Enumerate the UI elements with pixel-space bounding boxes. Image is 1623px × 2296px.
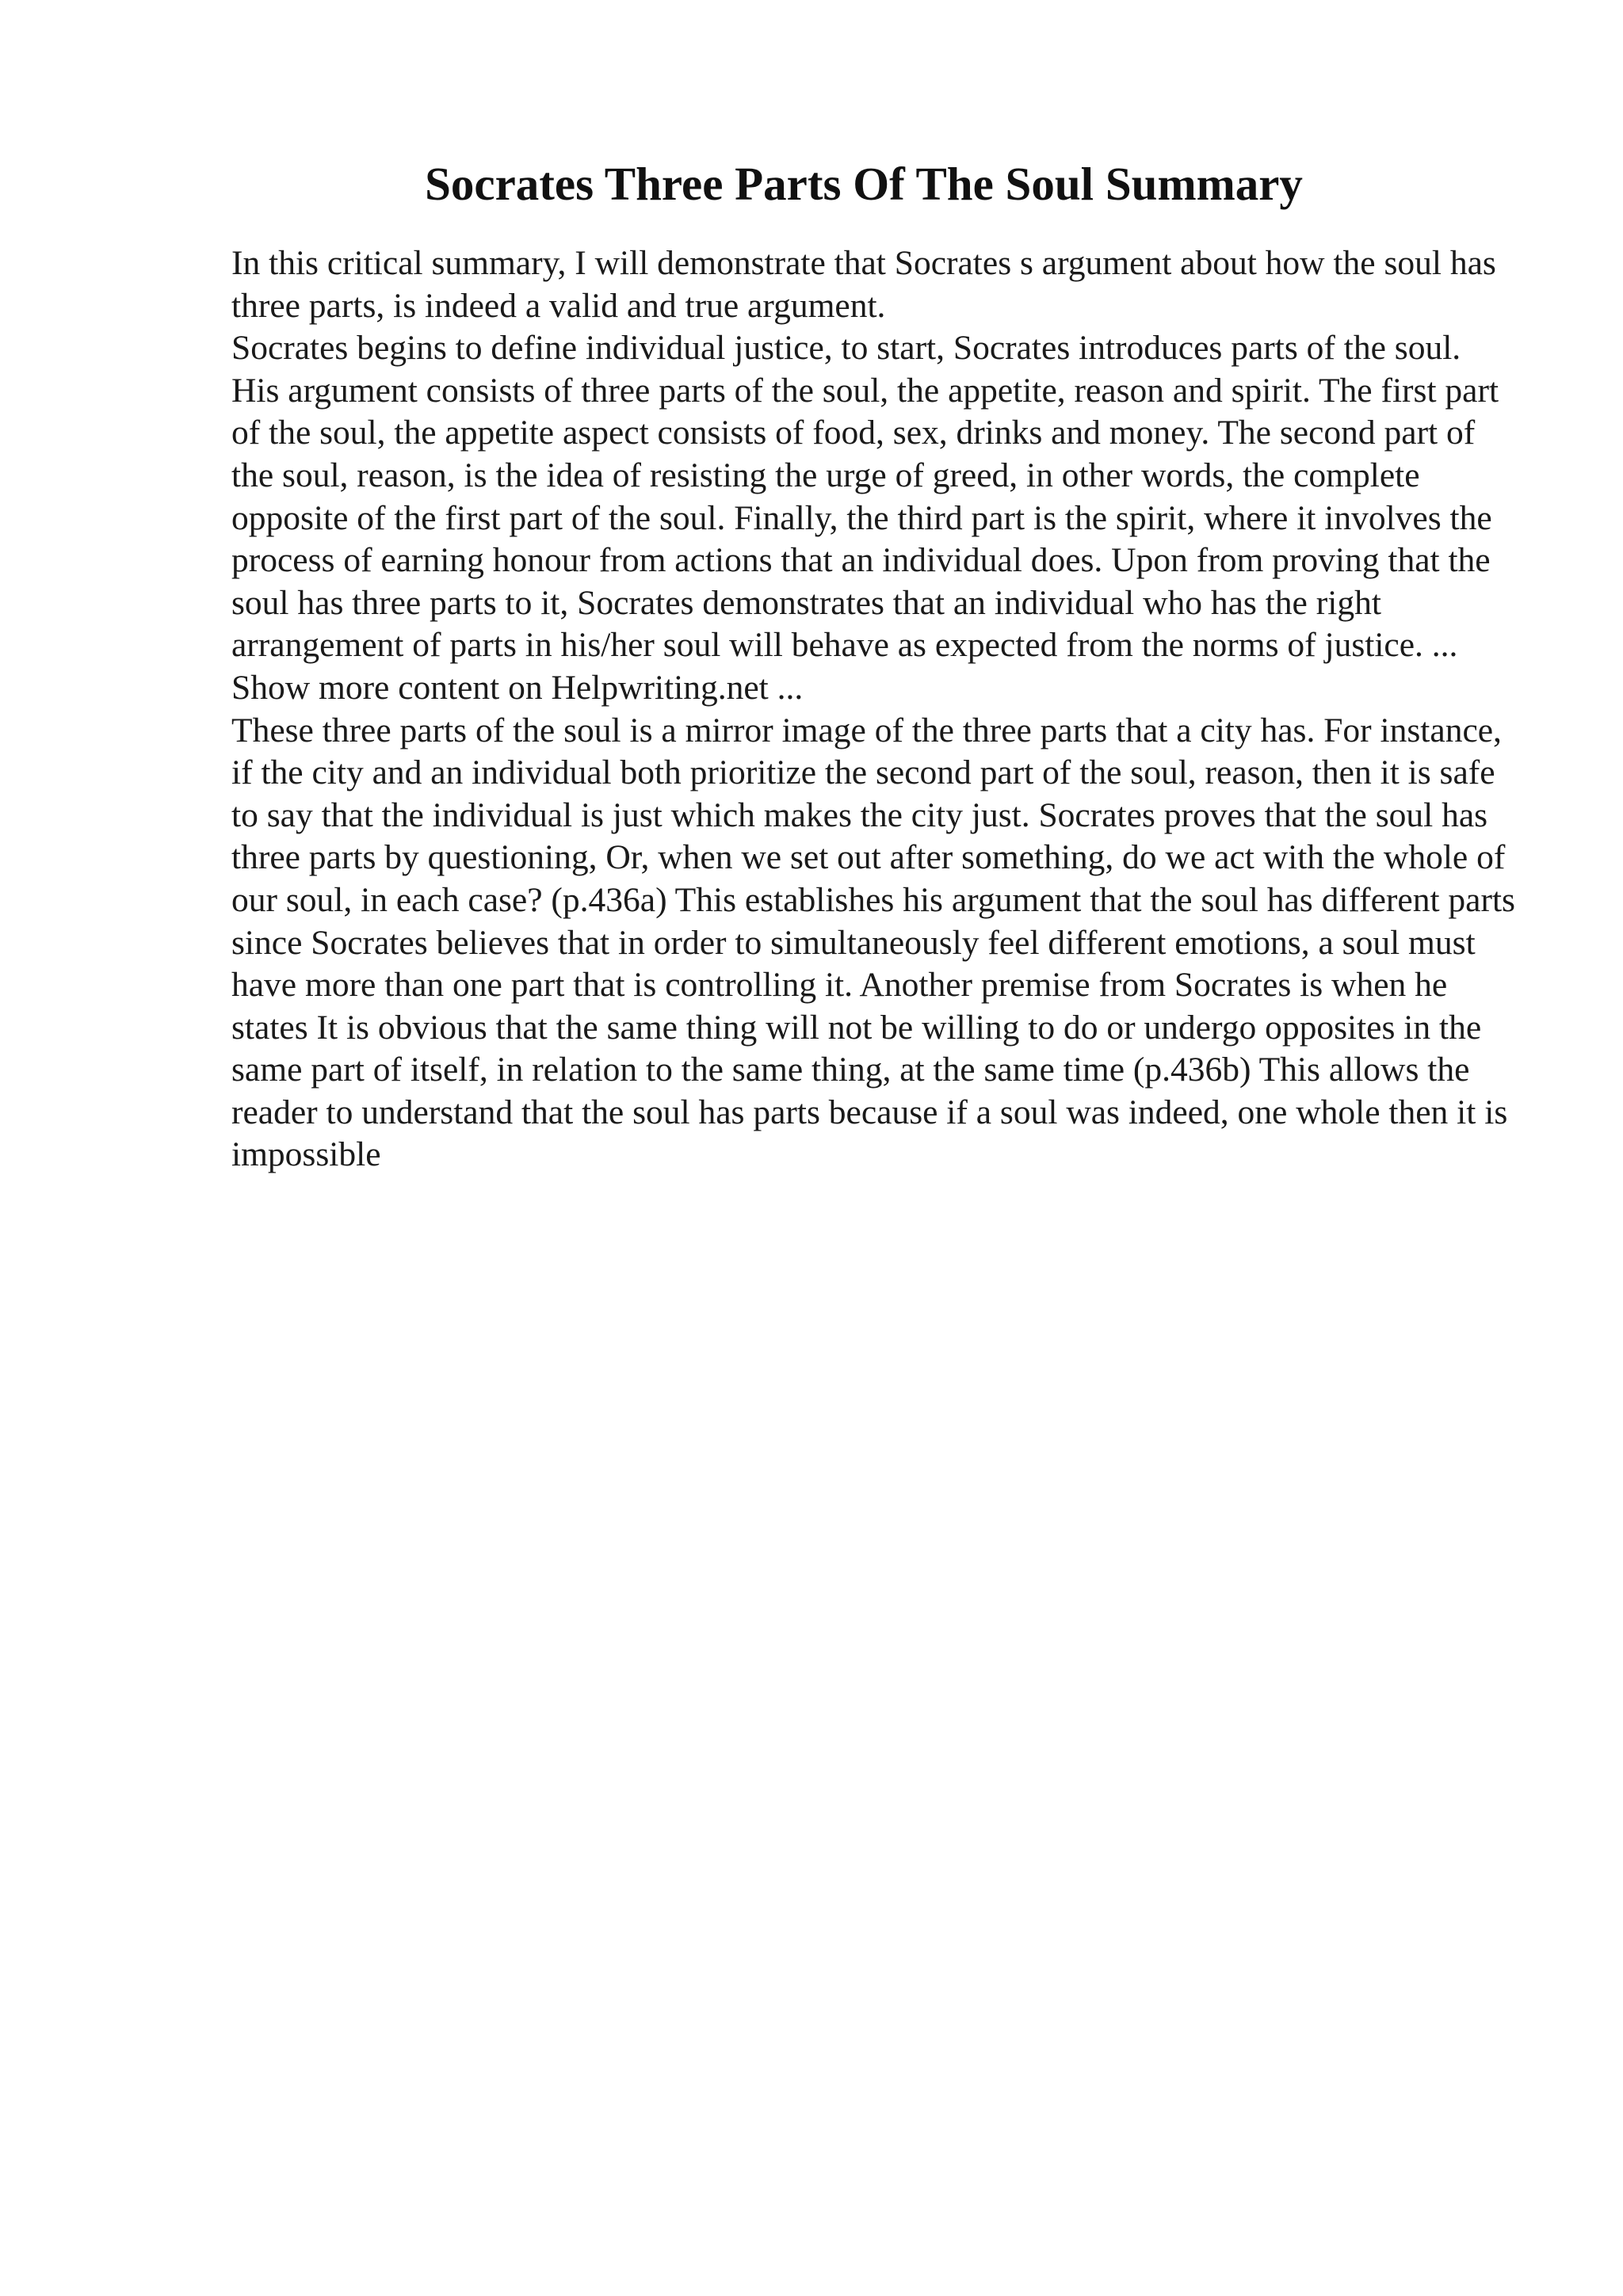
paragraph-city-mirror: These three parts of the soul is a mirror image of the three parts that a city has. For instance, if the city and an individual both prioritize the second part of the soul, reason, then it is safe to say that the individual is just which makes the city just. Socrates proves that the soul has three parts by questioning, Or, when we set out after something, do we act with the whole of our soul, in each case? (p.436a) This establishes his argument that the soul has different parts since Socrates believes that in order to simultaneously feel different emotions, a soul must have more than one part that is controlling it. Another premise from Socrates is when he states It is obvious that the same thing will not be willing to do or undergo opposites in the same part of itself, in relation to the same thing, at the same time (p.436b) This allows the reader to understand that the soul has parts because if a soul was indeed, one whole then it is impossible xyxy=(231,711,1515,1174)
document-body xyxy=(231,242,1515,1177)
document-title: Socrates Three Parts Of The Soul Summary xyxy=(425,158,1303,210)
paragraph-parts-of-soul: Socrates begins to define individual justice, to start, Socrates introduces parts of the soul. His argument consists of three parts of the soul, the appetite, reason and spirit. The first part of the soul, the appetite aspect consists of food, sex, drinks and money. The second part of the soul, reason, is the idea of resisting the urge of greed, in other words, the complete opposite of the first part of the soul. Finally, the third part is the spirit, where it involves the process of earning honour from actions that an individual does. Upon from proving that the soul has three parts to it, Socrates demonstrates that an individual who has the right arrangement of parts in his/her soul will behave as expected from the norms of justice. ... Show more content on Helpwriting.net ... xyxy=(231,329,1499,707)
paragraph-intro: In this critical summary, I will demonstrate that Socrates s argument about how the soul has three parts, is indeed a valid and true argument. xyxy=(231,244,1496,325)
